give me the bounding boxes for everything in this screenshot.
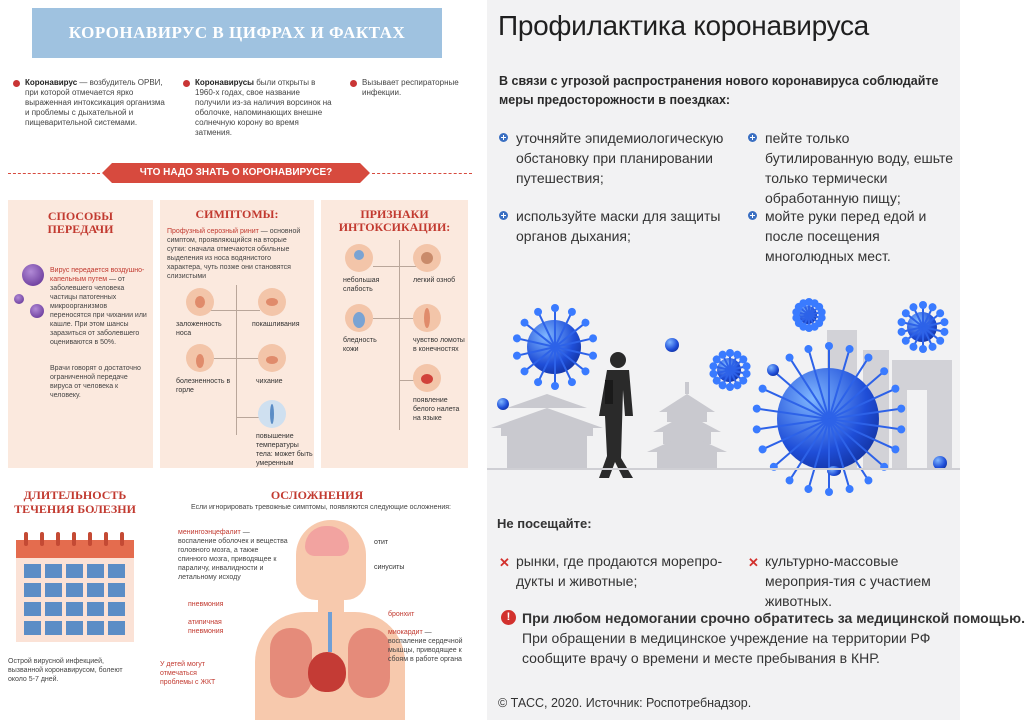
trachea-icon bbox=[328, 612, 332, 652]
transmission-text-main: — от заболевшего человека частицы патогенных микроорганизмов переносятся при чихании или кашле. При этом шансы заразиться от заболевшего оцениваются в 50%. bbox=[50, 276, 147, 346]
nose-icon bbox=[186, 288, 214, 316]
symptom-label: покашливания bbox=[252, 321, 300, 328]
intro-text: В связи с угрозой распространения нового коронавируса соблюдайте меры предосторожности в поездках: bbox=[499, 74, 939, 107]
fact-1 bbox=[25, 78, 165, 128]
intoxication-title: ПРИЗНАКИ ИНТОКСИКАЦИИ: bbox=[338, 207, 451, 234]
page-title: Профилактика коронавируса bbox=[498, 10, 869, 41]
coronavirus-icon bbox=[497, 398, 509, 410]
sinusitis-label: синуситы bbox=[374, 564, 405, 571]
bronchitis-label: бронхит bbox=[388, 611, 415, 618]
calendar-cell bbox=[66, 621, 83, 635]
calendar-cell bbox=[45, 564, 62, 578]
do-item bbox=[516, 128, 736, 188]
thermometer-icon bbox=[258, 400, 286, 428]
calendar-cell bbox=[66, 564, 83, 578]
calendar-cell bbox=[87, 621, 104, 635]
heart-icon bbox=[308, 652, 346, 692]
complications-title: ОСЛОЖНЕНИЯ bbox=[270, 488, 364, 502]
virus-icon bbox=[22, 264, 44, 286]
fact-3 bbox=[362, 78, 462, 98]
tongue-icon bbox=[413, 364, 441, 392]
dont-visit-title: Не посещайте: bbox=[497, 516, 592, 531]
symptoms-intro-red: Профузный серозный ринит bbox=[167, 228, 259, 235]
brain-icon bbox=[305, 526, 349, 556]
left-header bbox=[32, 8, 442, 58]
pale-skin-icon bbox=[345, 304, 373, 332]
intoxication-stem bbox=[399, 240, 400, 430]
meningo-text bbox=[178, 528, 288, 582]
do-item bbox=[765, 206, 960, 266]
intoxication-card bbox=[321, 200, 468, 468]
fact-2-text: были открыты в 1960-х годах, свое название получили из-за наличия ворсинок на оболочке, напоминающих внешне солнечную корону во время затмения. bbox=[195, 78, 332, 137]
lung-left-icon bbox=[270, 628, 312, 698]
intoxication-label: появление белого налета на языке bbox=[413, 397, 460, 422]
dont-item bbox=[748, 551, 960, 611]
dont-item-text: рынки, где продаются морепро-дукты и животные; bbox=[516, 553, 723, 589]
virus-icon bbox=[14, 294, 24, 304]
coronavirus-icon bbox=[665, 338, 679, 352]
calendar-cell bbox=[45, 621, 62, 635]
calendar-cell bbox=[108, 602, 125, 616]
myocarditis-desc: — воспаление сердечной мышцы, приводящее к сбоям в работе органа bbox=[388, 629, 463, 663]
sneeze-icon bbox=[258, 344, 286, 372]
coronavirus-icon bbox=[799, 306, 817, 324]
coronavirus-icon bbox=[907, 312, 937, 342]
calendar-ring bbox=[56, 532, 60, 546]
transmission-title: СПОСОБЫ ПЕРЕДАЧИ bbox=[47, 209, 114, 236]
symptom-label: заложенность носа bbox=[176, 321, 222, 337]
calendar-ring bbox=[120, 532, 124, 546]
symptom-label: повышение температуры тела: может быть умеренным bbox=[256, 433, 313, 467]
duration-text: Острой вирусной инфекцией, вызванной коронавирусом, болеют около 5-7 дней. bbox=[8, 658, 123, 683]
calendar-ring bbox=[40, 532, 44, 546]
warning-icon: ! bbox=[501, 610, 516, 625]
duration-title: ДЛИТЕЛЬНОСТЬ ТЕЧЕНИЯ БОЛЕЗНИ bbox=[14, 488, 136, 516]
plus-bullet-icon bbox=[748, 133, 757, 142]
virus-spike bbox=[828, 346, 830, 419]
myocarditis-text bbox=[388, 628, 470, 664]
need-to-know-banner bbox=[112, 163, 360, 183]
calendar-ring bbox=[88, 532, 92, 546]
coronavirus-icon bbox=[527, 320, 581, 374]
dont-item bbox=[499, 551, 726, 591]
fact-2 bbox=[195, 78, 335, 138]
do-item-text: пейте только бутилированную воду, ешьте только термически обработанную пищу; bbox=[765, 130, 953, 206]
bullet-dot bbox=[13, 80, 20, 87]
do-item bbox=[516, 206, 736, 246]
left-infographic bbox=[0, 0, 487, 720]
meningo-red: менингоэнцефалит bbox=[178, 529, 241, 536]
calendar-icon bbox=[16, 532, 134, 642]
calendar-cell bbox=[45, 602, 62, 616]
coronavirus-icon bbox=[767, 364, 779, 376]
fact-2-bold: Коронавирусы bbox=[195, 78, 254, 87]
children-note: У детей могут отмечаться проблемы с ЖКТ bbox=[160, 661, 216, 686]
left-header-title: КОРОНАВИРУС В ЦИФРАХ И ФАКТАХ bbox=[68, 23, 406, 42]
myocarditis-red: миокардит bbox=[388, 629, 423, 636]
divider-right bbox=[372, 173, 472, 174]
aches-icon bbox=[413, 304, 441, 332]
illustration-scene bbox=[487, 290, 960, 490]
plus-bullet-icon bbox=[499, 211, 508, 220]
do-item-text: мойте руки перед едой и после посещения многолюдных мест. bbox=[765, 208, 927, 264]
calendar-cell bbox=[24, 602, 41, 616]
symptoms-card bbox=[160, 200, 314, 468]
do-item-text: уточняйте эпидемиологическую обстановку при планировании путешествия; bbox=[516, 130, 724, 186]
calendar-cell bbox=[45, 583, 62, 597]
bullet-dot bbox=[183, 80, 190, 87]
symptoms-intro-text: — основной симптом, проявляющийся на вторые сутки: сначала отмечаются обильные выделения из носа водянистого характера, чуть позже они становятся слизистыми bbox=[167, 228, 301, 280]
person-icon bbox=[599, 352, 633, 478]
cough-icon bbox=[258, 288, 286, 316]
calendar-ring bbox=[72, 532, 76, 546]
intoxication-label: легкий озноб bbox=[413, 277, 456, 284]
intoxication-label: бледность кожи bbox=[343, 337, 377, 353]
need-to-know-label: ЧТО НАДО ЗНАТЬ О КОРОНАВИРУСЕ? bbox=[139, 167, 333, 178]
otitis-label: отит bbox=[374, 539, 389, 546]
calendar-cell bbox=[24, 583, 41, 597]
calendar-cell bbox=[87, 564, 104, 578]
symptoms-stem bbox=[236, 285, 237, 435]
source-credit: © ТАСС, 2020. Источник: Роспотребнадзор. bbox=[498, 696, 752, 710]
intoxication-label: небольшая слабость bbox=[343, 277, 380, 293]
fact-3-text: Вызывает респираторные инфекции. bbox=[362, 78, 459, 97]
virus-icon bbox=[30, 304, 44, 318]
lung-right-icon bbox=[348, 628, 390, 698]
weakness-icon bbox=[345, 244, 373, 272]
calendar-cell bbox=[24, 621, 41, 635]
calendar-cell bbox=[24, 564, 41, 578]
virus-spike bbox=[828, 419, 830, 492]
calendar-cell bbox=[66, 602, 83, 616]
pneumonia-label: пневмония bbox=[188, 601, 224, 608]
do-item bbox=[765, 128, 960, 208]
plus-bullet-icon bbox=[499, 133, 508, 142]
pagoda-icon bbox=[647, 382, 727, 468]
atypical-pneumonia-label: атипичная пневмония bbox=[188, 619, 224, 635]
bullet-dot bbox=[350, 80, 357, 87]
symptom-label: чихание bbox=[256, 378, 283, 385]
fact-1-bold: Коронавирус bbox=[25, 78, 78, 87]
divider-left bbox=[8, 173, 100, 174]
warning-bold-text: При любом недомогании срочно обратитесь за медицинской помощью. bbox=[522, 610, 1025, 626]
meningo-desc: — воспаление оболочек и вещества головного мозга, а также спинного мозга, приводящее к параличу, инвалидности и летальному исходу bbox=[178, 529, 288, 581]
virus-spike bbox=[554, 347, 556, 386]
calendar-ring bbox=[24, 532, 28, 546]
dont-item-text: культурно-массовые мероприя-тия с участием животных. bbox=[765, 553, 931, 609]
calendar-cell bbox=[87, 602, 104, 616]
chills-icon bbox=[413, 244, 441, 272]
do-item-text: используйте маски для защиты органов дыхания; bbox=[516, 208, 721, 244]
symptoms-intro bbox=[167, 227, 307, 281]
symptom-label: болезненность в горле bbox=[176, 378, 231, 394]
cross-icon: ✕ bbox=[499, 555, 510, 570]
throat-icon bbox=[186, 344, 214, 372]
calendar-cell bbox=[108, 564, 125, 578]
calendar-cell bbox=[108, 583, 125, 597]
symptoms-title: СИМПТОМЫ: bbox=[195, 207, 279, 221]
calendar-ring bbox=[104, 532, 108, 546]
calendar-cell bbox=[87, 583, 104, 597]
coronavirus-icon bbox=[777, 368, 879, 470]
complications-intro: Если игнорировать тревожные симптомы, появляются следующие осложнения: bbox=[190, 504, 451, 511]
right-infographic bbox=[487, 0, 1025, 720]
fact-1-text: — возбудитель ОРВИ, при которой отмечается ярко выраженная интоксикация организма и проблемы с дыхательной и пищеварительной системами. bbox=[25, 78, 165, 127]
warning-text: При обращении в медицинское учреждение на территории РФ сообщите врачу о времени и месте пребывания в КНР. bbox=[522, 630, 931, 666]
calendar-cell bbox=[108, 621, 125, 635]
ground-line bbox=[487, 468, 960, 470]
transmission-text-2: Врачи говорят о достаточно ограниченной передаче вируса от человека к человеку. bbox=[50, 365, 141, 399]
connector bbox=[210, 358, 260, 359]
connector bbox=[210, 310, 260, 311]
intoxication-label: чувство ломоты в конечностях bbox=[413, 337, 465, 353]
transmission-card bbox=[8, 200, 153, 468]
transmission-text-red: Вирус передается воздушно-капельным путем bbox=[50, 267, 145, 283]
connector bbox=[236, 417, 260, 418]
plus-bullet-icon bbox=[748, 211, 757, 220]
coronavirus-icon bbox=[717, 358, 741, 382]
calendar-cell bbox=[66, 583, 83, 597]
transmission-text bbox=[50, 266, 148, 347]
cross-icon: ✕ bbox=[748, 555, 759, 570]
